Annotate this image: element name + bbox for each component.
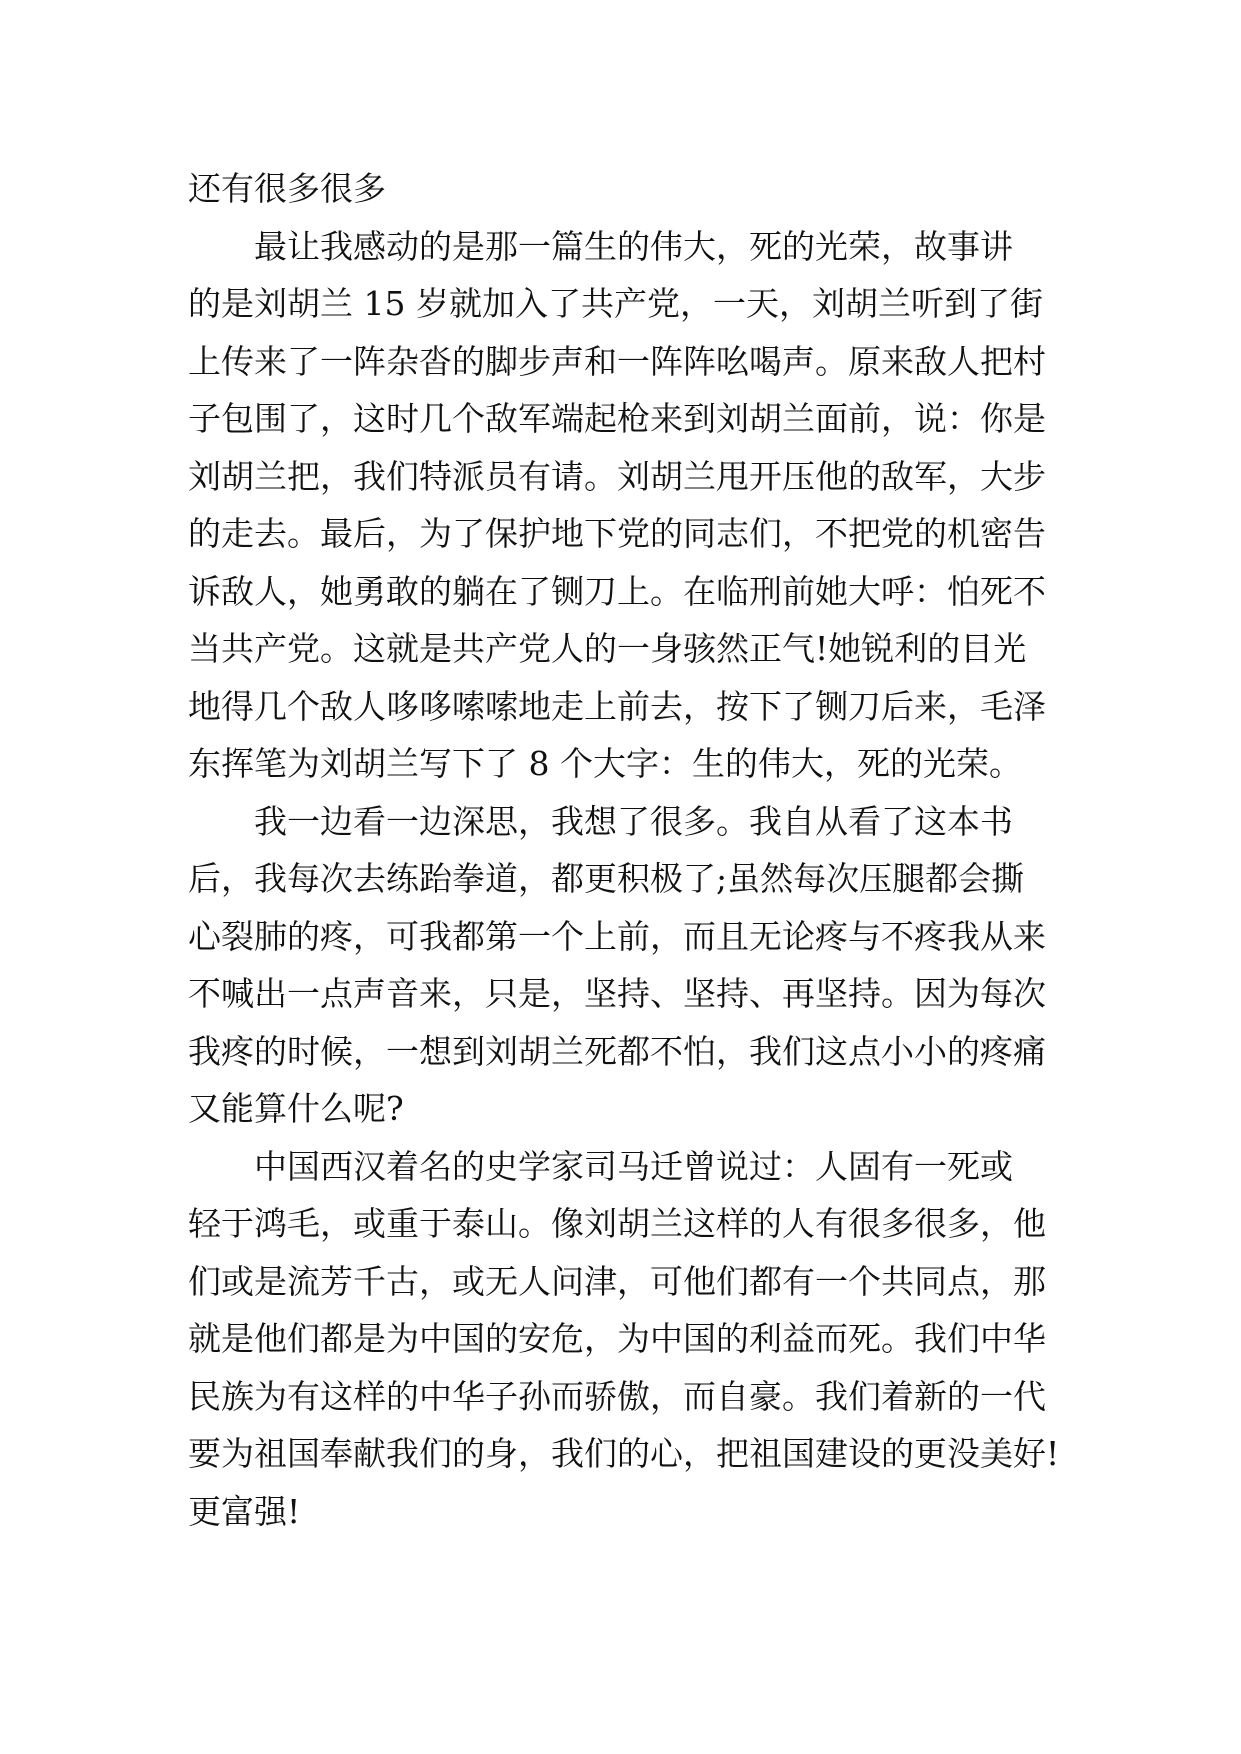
text-line: 们或是流芳千古，或无人问津，可他们都有一个共同点，那: [188, 1261, 1046, 1301]
text-line: 子包围了，这时几个敌军端起枪来到刘胡兰面前，说：你是: [188, 399, 1046, 438]
text-line: 更富强!: [188, 1491, 301, 1531]
text-line: 我一边看一边深思，我想了很多。我自从看了这本书: [254, 801, 1013, 841]
text-line: 刘胡兰把，我们特派员有请。刘胡兰甩开压他的敌军，大步: [188, 456, 1046, 496]
text-line: 民族为有这样的中华子孙而骄傲，而自豪。我们着新的一代: [188, 1376, 1046, 1416]
text-line: 的是刘胡兰 15 岁就加入了共产党，一天，刘胡兰听到了街: [188, 284, 1043, 323]
text-line: 轻于鸿毛，或重于泰山。像刘胡兰这样的人有很多很多，他: [188, 1204, 1046, 1243]
text-line: 诉敌人，她勇敢的躺在了铡刀上。在临刑前她大呼：怕死不: [188, 571, 1046, 611]
text-line: 当共产党。这就是共产党人的一身骇然正气!她锐利的目光: [188, 629, 1027, 668]
text-line: 不喊出一点声音来，只是，坚持、坚持、再坚持。因为每次: [188, 974, 1046, 1013]
text-line: 就是他们都是为中国的安危，为中国的利益而死。我们中华: [188, 1319, 1046, 1358]
text-line: 我疼的时候，一想到刘胡兰死都不怕，我们这点小小的疼痛: [188, 1031, 1046, 1071]
text-line: 后，我每次去练跆拳道，都更积极了;虽然每次压腿都会撕: [188, 859, 1025, 898]
document-body: [188, 160, 1060, 1540]
text-line: 上传来了一阵杂沓的脚步声和一阵阵吆喝声。原来敌人把村: [188, 341, 1046, 381]
text-line: 还有很多很多: [188, 169, 386, 208]
text-line: 的走去。最后，为了保护地下党的同志们，不把党的机密告: [188, 514, 1046, 553]
text-line: 最让我感动的是那一篇生的伟大，死的光荣，故事讲: [254, 226, 1013, 266]
text-line: 心裂肺的疼，可我都第一个上前，而且无论疼与不疼我从来: [188, 916, 1046, 956]
text-line: 中国西汉着名的史学家司马迁曾说过：人固有一死或: [254, 1146, 1013, 1186]
text-line: 要为祖国奉献我们的身，我们的心，把祖国建设的更没美好!: [188, 1434, 1060, 1473]
text-line: 又能算什么呢?: [188, 1089, 404, 1128]
text-line: 地得几个敌人哆哆嗦嗦地走上前去，按下了铡刀后来，毛泽: [188, 686, 1046, 726]
text-line: 东挥笔为刘胡兰写下了 8 个大字：生的伟大，死的光荣。: [188, 744, 1022, 783]
